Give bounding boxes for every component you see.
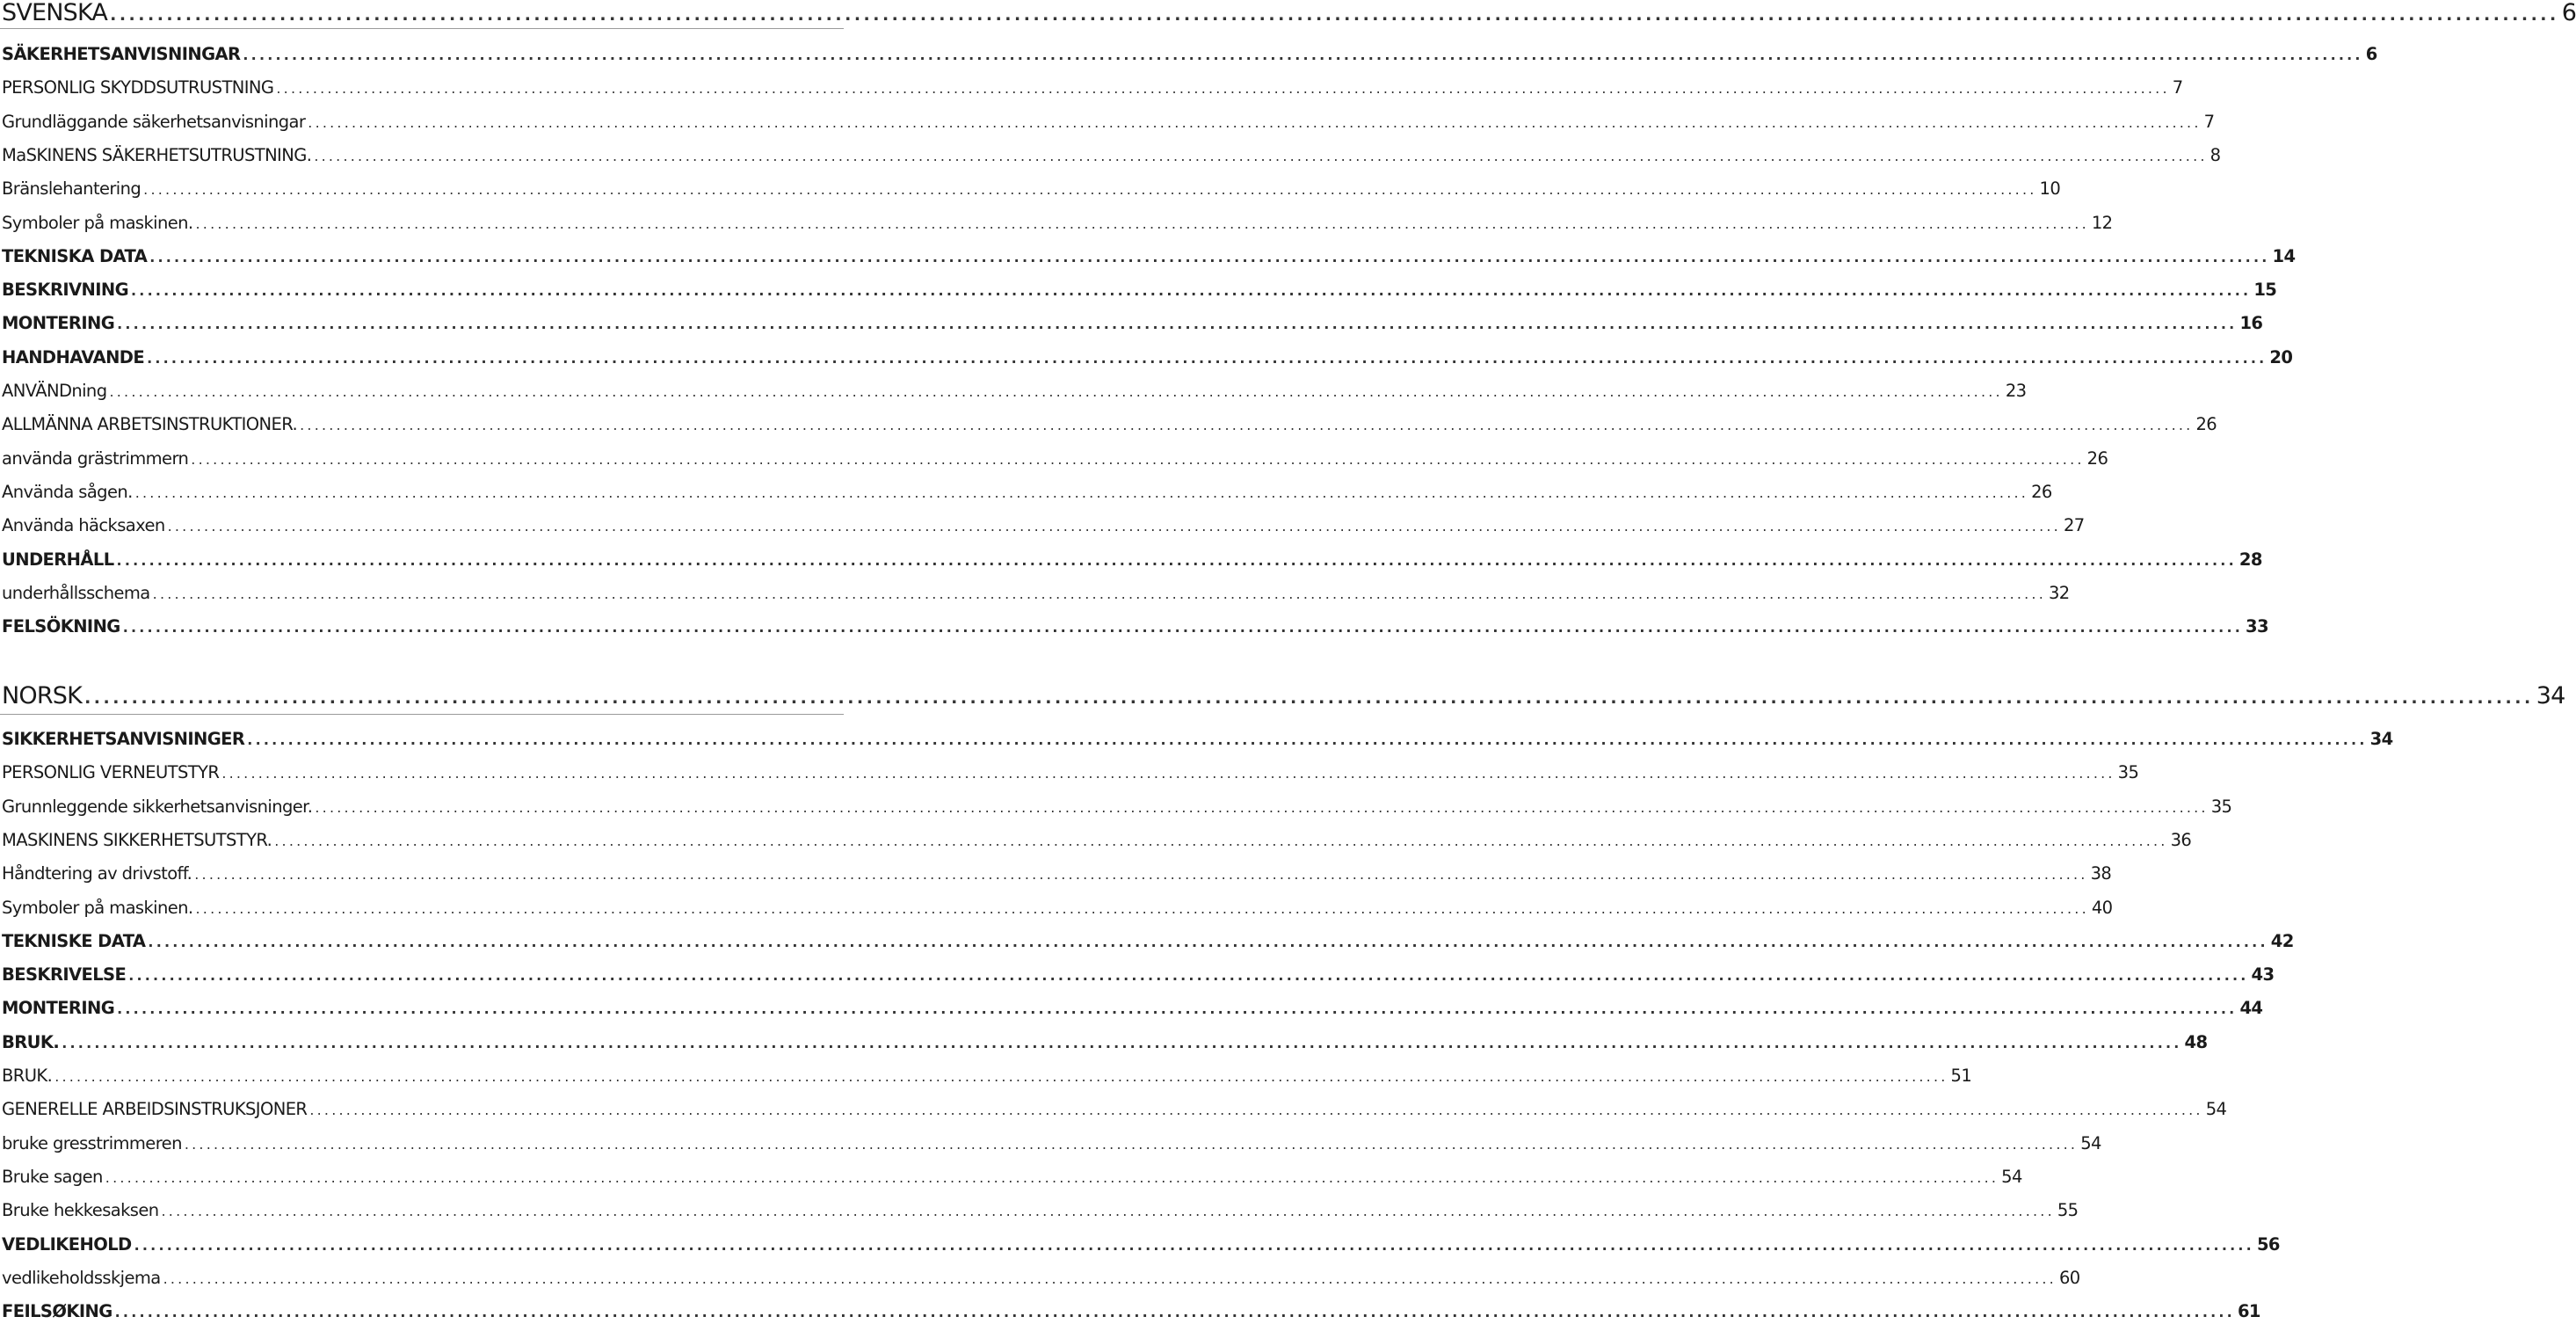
toc-entry-label: ALLMÄNNA ARBETSINSTRUKTIONER.	[2, 414, 298, 435]
toc-entry-label: SÄKERHETSANVISNINGAR	[2, 44, 241, 64]
toc-entry-page-number: 26	[2031, 481, 2052, 502]
toc-entry[interactable]	[2, 111, 2215, 132]
toc-entry-page-number: 6	[2561, 0, 2576, 26]
toc-entry-page-number: 51	[1950, 1066, 1972, 1086]
toc-entry[interactable]	[2, 212, 2113, 233]
toc-entry-label: TEKNISKE DATA	[2, 930, 146, 951]
toc-entry[interactable]	[2, 762, 2139, 783]
section-svenska-heading[interactable]	[2, 0, 2576, 26]
toc-entry-page-number: 15	[2253, 280, 2277, 301]
dot-leader: ....................................................................................................................................................................................................................................................................	[131, 282, 2252, 300]
toc-entry[interactable]	[2, 796, 2232, 817]
toc-entry-label: BESKRIVNING	[2, 280, 129, 301]
dot-leader: ....................................................................................................................................................................................................................................................................	[134, 1236, 2254, 1254]
toc-entry-label: vedlikeholdsskjema	[2, 1267, 161, 1288]
toc-entry-label: FEILSØKING	[2, 1301, 112, 1322]
toc-entry-label: TEKNISKA DATA	[2, 245, 148, 266]
toc-entry-page-number: 54	[2080, 1132, 2101, 1153]
toc-entry-page-number: 60	[2058, 1267, 2080, 1288]
toc-entry[interactable]	[2, 77, 2183, 98]
toc-entry-label: Håndtering av drivstoff.	[2, 863, 192, 884]
dot-leader: ....................................................................................................................................................................................................................................................................	[148, 933, 2268, 950]
dot-leader: ....................................................................................................................................................................................................................................................................	[128, 967, 2249, 985]
toc-entry[interactable]	[2, 144, 2221, 165]
toc-entry-label: använda grästrimmern	[2, 447, 189, 469]
toc-entry-label: Grundläggande säkerhetsanvisningar	[2, 111, 306, 132]
toc-entry[interactable]	[2, 549, 2262, 570]
dot-leader: ....................................................................................................................................................................................................................................................................	[105, 1168, 1999, 1186]
toc-entry-page-number: 26	[2195, 414, 2217, 435]
toc-entry-label: BRUK.	[2, 1031, 60, 1052]
dot-leader: ....................................................................................................................................................................................................................................................................	[152, 585, 2046, 602]
dot-leader: ....................................................................................................................................................................................................................................................................	[276, 80, 2170, 98]
toc-entry-page-number: 23	[2005, 381, 2027, 401]
toc-entry-page-number: 48	[2184, 1031, 2208, 1052]
toc-entry-page-number: 36	[2170, 829, 2192, 850]
toc-entry-page-number: 34	[2536, 682, 2565, 709]
toc-entry[interactable]	[2, 729, 2393, 749]
dot-leader: ....................................................................................................................................................................................................................................................................	[194, 866, 2088, 884]
toc-entry-label: UNDERHÅLL	[2, 549, 114, 570]
toc-entry-page-number: 55	[2057, 1200, 2079, 1221]
dot-leader: ....................................................................................................................................................................................................................................................................	[195, 899, 2089, 917]
dot-leader: ....................................................................................................................................................................................................................................................................	[243, 47, 2363, 63]
toc-entry-label: Symboler på maskinen.	[2, 212, 193, 233]
dot-leader: ....................................................................................................................................................................................................................................................................	[147, 349, 2268, 367]
dot-leader: ....................................................................................................................................................................................................................................................................	[149, 248, 2270, 266]
toc-entry[interactable]	[2, 447, 2108, 469]
toc-entry-page-number: 8	[2210, 144, 2221, 165]
toc-entry[interactable]	[2, 346, 2293, 367]
toc-entry-label: ANVÄNDning	[2, 381, 107, 401]
toc-entry-label: Bränslehantering	[2, 178, 141, 200]
toc-entry[interactable]	[2, 1267, 2080, 1288]
toc-entry[interactable]	[2, 178, 2061, 200]
toc-entry-label: PERSONLIG SKYDDSUTRUSTNING	[2, 77, 274, 98]
dot-leader: ....................................................................................................................................................................................................................................................................	[314, 147, 2208, 164]
dot-leader: ....................................................................................................................................................................................................................................................................	[117, 316, 2238, 333]
toc-entry[interactable]	[2, 616, 2268, 637]
toc-entry-page-number: 54	[2001, 1166, 2022, 1187]
toc-entry-label: MASKINENS SIKKERHETSUTSTYR.	[2, 829, 272, 850]
toc-entry-label: HANDHAVANDE	[2, 346, 145, 367]
toc-entry[interactable]	[2, 414, 2217, 435]
section-norsk-heading[interactable]	[2, 682, 2565, 709]
dot-leader: ....................................................................................................................................................................................................................................................................	[110, 5, 2559, 25]
toc-entry[interactable]	[2, 897, 2113, 918]
toc-entry-label: Använda sågen.	[2, 481, 133, 502]
dot-leader: ....................................................................................................................................................................................................................................................................	[221, 765, 2115, 782]
toc-entry-page-number: 33	[2246, 616, 2268, 637]
toc-entry[interactable]	[2, 1200, 2079, 1221]
toc-entry-page-number: 7	[2203, 111, 2215, 132]
toc-entry-page-number: 20	[2269, 346, 2293, 367]
toc-entry-page-number: 61	[2237, 1301, 2260, 1322]
toc-entry-page-number: 7	[2172, 77, 2183, 98]
toc-entry[interactable]	[2, 998, 2263, 1019]
toc-entry-label: MONTERING	[2, 998, 115, 1019]
toc-entry[interactable]	[2, 930, 2294, 951]
toc-entry[interactable]	[2, 313, 2263, 334]
toc-entry[interactable]	[2, 381, 2027, 401]
toc-entry-label: Symboler på maskinen.	[2, 897, 193, 918]
dot-leader: ....................................................................................................................................................................................................................................................................	[109, 383, 2003, 400]
toc-entry-page-number: 35	[2117, 762, 2139, 783]
toc-entry-page-number: 26	[2086, 447, 2108, 469]
toc-entry-page-number: 40	[2091, 897, 2113, 918]
dot-leader: ....................................................................................................................................................................................................................................................................	[167, 518, 2061, 535]
section-divider	[0, 714, 844, 715]
toc-entry[interactable]	[2, 1233, 2280, 1255]
dot-leader: ....................................................................................................................................................................................................................................................................	[309, 1102, 2203, 1119]
toc-entry[interactable]	[2, 1066, 1972, 1086]
toc-entry-page-number: 10	[2039, 178, 2061, 200]
dot-leader: ....................................................................................................................................................................................................................................................................	[114, 1304, 2235, 1321]
toc-entry-page-number: 12	[2091, 212, 2113, 233]
toc-entry[interactable]	[2, 1031, 2208, 1052]
dot-leader: ....................................................................................................................................................................................................................................................................	[143, 181, 2037, 199]
dot-leader: ....................................................................................................................................................................................................................................................................	[315, 798, 2209, 816]
toc-entry[interactable]	[2, 245, 2296, 266]
toc-entry-label: FELSÖKNING	[2, 616, 120, 637]
dot-leader: ....................................................................................................................................................................................................................................................................	[195, 215, 2089, 232]
toc-entry[interactable]	[2, 1099, 2227, 1120]
dot-leader: ....................................................................................................................................................................................................................................................................	[247, 731, 2368, 748]
toc-entry-page-number: 35	[2210, 796, 2232, 817]
toc-entry-page-number: 43	[2251, 964, 2275, 986]
toc-entry-page-number: 54	[2205, 1099, 2227, 1120]
dot-leader: ....................................................................................................................................................................................................................................................................	[62, 1034, 2182, 1051]
section-divider	[0, 28, 844, 29]
toc-entry[interactable]	[2, 1132, 2101, 1153]
dot-leader: ....................................................................................................................................................................................................................................................................	[116, 551, 2237, 569]
dot-leader: ....................................................................................................................................................................................................................................................................	[161, 1203, 2055, 1220]
dot-leader: ....................................................................................................................................................................................................................................................................	[191, 450, 2085, 468]
toc-entry-page-number: 38	[2090, 863, 2112, 884]
toc-entry-page-number: 16	[2239, 313, 2263, 334]
toc-entry-page-number: 44	[2239, 998, 2263, 1019]
toc-entry-page-number: 28	[2239, 549, 2262, 570]
toc-entry-page-number: 56	[2256, 1233, 2280, 1255]
toc-entry-label: NORSK	[2, 682, 83, 709]
toc-entry-page-number: 32	[2049, 582, 2070, 603]
toc-entry-label: Bruke hekkesaksen	[2, 1200, 159, 1221]
toc-entry[interactable]	[2, 1301, 2260, 1322]
dot-leader: ....................................................................................................................................................................................................................................................................	[308, 113, 2202, 131]
dot-leader: ....................................................................................................................................................................................................................................................................	[300, 417, 2194, 434]
toc-entry-page-number: 6	[2365, 44, 2377, 64]
dot-leader: ....................................................................................................................................................................................................................................................................	[122, 619, 2244, 637]
toc-entry[interactable]	[2, 44, 2377, 64]
toc-entry[interactable]	[2, 1166, 2022, 1187]
toc-entry-label: underhållsschema	[2, 582, 150, 603]
toc-entry-label: MONTERING	[2, 313, 115, 334]
toc-entry-label: BRUK.	[2, 1066, 53, 1086]
toc-entry-label: bruke gresstrimmeren	[2, 1132, 182, 1153]
toc-entry-label: Grunnleggende sikkerhetsanvisninger.	[2, 796, 313, 817]
toc-entry-label: SVENSKA	[2, 0, 108, 26]
dot-leader: ....................................................................................................................................................................................................................................................................	[163, 1269, 2057, 1287]
toc-entry-label: BESKRIVELSE	[2, 964, 127, 986]
toc-entry-page-number: 42	[2270, 930, 2294, 951]
toc-entry-label: VEDLIKEHOLD	[2, 1233, 132, 1255]
dot-leader: ....................................................................................................................................................................................................................................................................	[54, 1068, 1948, 1085]
toc-entry-page-number: 14	[2272, 245, 2296, 266]
toc-entry[interactable]	[2, 582, 2070, 603]
toc-entry[interactable]	[2, 863, 2112, 884]
toc-entry-label: GENERELLE ARBEIDSINSTRUKSJONER	[2, 1099, 308, 1120]
toc-entry-label: SIKKERHETSANVISNINGER	[2, 729, 245, 749]
toc-entry-label: Bruke sagen	[2, 1166, 103, 1187]
toc-entry-label: PERSONLIG VERNEUTSTYR	[2, 762, 220, 783]
toc-entry[interactable]	[2, 515, 2085, 536]
dot-leader: ....................................................................................................................................................................................................................................................................	[84, 688, 2534, 708]
toc-entry[interactable]	[2, 964, 2275, 986]
toc-entry[interactable]	[2, 481, 2052, 502]
dot-leader: ....................................................................................................................................................................................................................................................................	[274, 832, 2168, 849]
toc-entry-label: MaSKINENS SÄKERHETSUTRUSTNING.	[2, 144, 312, 165]
dot-leader: ....................................................................................................................................................................................................................................................................	[117, 1000, 2238, 1018]
toc-entry-page-number: 27	[2063, 515, 2085, 536]
toc-entry-label: Använda häcksaxen	[2, 515, 165, 536]
toc-entry[interactable]	[2, 280, 2277, 301]
toc-entry-page-number: 34	[2369, 729, 2393, 749]
dot-leader: ....................................................................................................................................................................................................................................................................	[134, 484, 2029, 501]
dot-leader: ....................................................................................................................................................................................................................................................................	[184, 1135, 2079, 1153]
toc-entry[interactable]	[2, 829, 2192, 850]
